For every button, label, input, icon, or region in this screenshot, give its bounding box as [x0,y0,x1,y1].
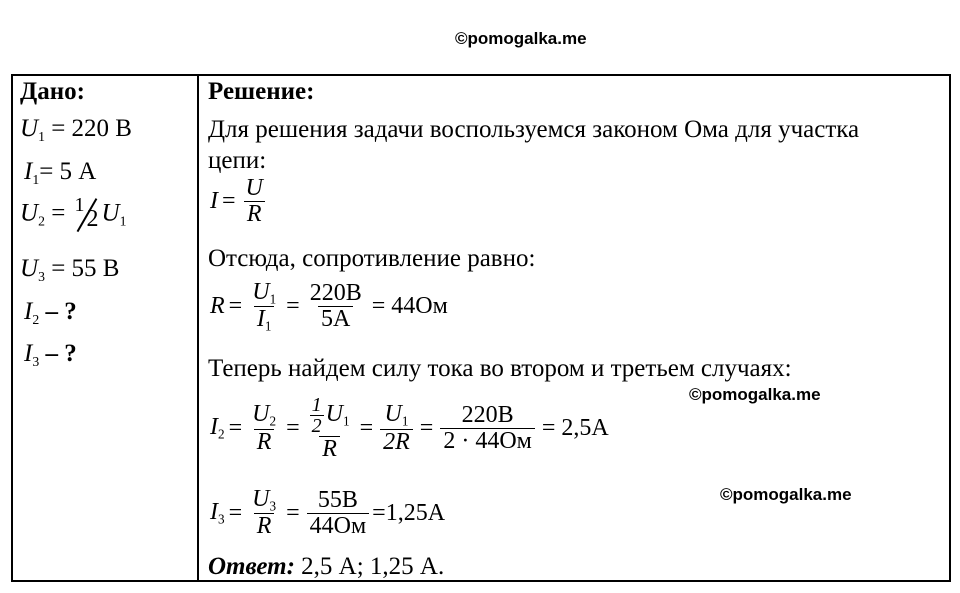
r-eq-1: = [228,293,243,320]
i2f-half-num: 1 [311,394,322,416]
i2f-f3-numerator [381,402,411,428]
half-fraction [72,194,102,232]
i3f-lhs [210,499,225,528]
i2f-f2-num-sub: 1 [342,413,350,429]
i1-symbol: I [24,158,33,185]
i2f-f1-num-sym: U [252,401,270,428]
given-u3 [20,255,119,285]
i2f-fraction-1 [249,402,279,455]
i3-symbol: I [24,340,33,367]
answer-line [208,553,444,581]
i2f-eq-3: = [359,415,374,442]
i3f-eq-2: = [286,499,300,526]
i1-sub: 1 [32,171,40,187]
i3f-f1-denominator: R [254,513,275,539]
u2-eq: = [51,199,66,227]
r-f1-den-sym: I [256,306,265,333]
r-f1-num-sym: U [252,279,270,305]
u2-rhs-sub: 1 [119,213,127,229]
answer-label: Ответ: [208,553,295,580]
i3f-result: =1,25А [372,499,446,526]
i2f-fraction-4 [440,403,535,454]
r-f1-num-sub: 1 [269,291,277,307]
r-fraction-1 [249,280,279,334]
u2-symbol: U [20,199,39,227]
given-header: Дано: [20,78,85,105]
r-eq-2: = [286,293,300,320]
i3f-eq-1: = [228,499,243,526]
i3f-f2-denominator: 44Ом [307,513,370,539]
ohm-lhs: I [210,188,218,215]
i3f-f1-num-sub: 3 [269,498,277,514]
i2f-half [310,395,324,436]
r-f1-numerator [249,280,279,306]
column-divider [197,74,199,582]
i2f-lhs-sub: 2 [218,426,225,442]
i2f-f2-num-sym: U [325,401,343,428]
r-f2-denominator: 5А [318,306,353,332]
i2f-f3-num-sub: 1 [401,413,409,429]
i2f-f4-denominator: 2 · 44Ом [440,428,535,454]
r-f1-denominator [254,306,275,333]
r-result: = 44Ом [371,293,448,320]
i2f-f3-num-sym: U [384,401,402,428]
i3f-f1-numerator [249,487,279,513]
i2f-half-den: 2 [311,415,322,437]
i3f-fraction-1 [249,487,279,540]
given-u1 [20,115,132,145]
i3f-lhs-sub: 3 [218,511,225,527]
i3-unknown: – ? [45,340,77,367]
i1-value: = 5 А [39,158,97,185]
given-i1 [24,158,96,188]
i2f-f1-numerator [249,402,279,428]
i2f-f1-denominator: R [254,429,275,455]
i2f-f2-denominator: R [319,436,340,462]
u3-sub: 3 [38,268,45,284]
r-f1-den-sub: 1 [264,319,272,335]
i3f-lhs-sym: I [210,499,218,526]
i2f-lhs-sym: I [210,414,218,441]
half-numerator: 1 [74,194,85,216]
i3-sub: 3 [32,353,40,369]
i2-symbol: I [24,298,33,325]
r-f2-numerator: 220В [309,280,362,307]
solution-header: Решение: [208,78,315,105]
watermark-top: ©pomogalka.me [455,29,587,48]
intro-line-1: Для решения задачи воспользуемся законом Ома для участка [208,116,860,143]
i2f-fraction-2 [307,395,353,462]
given-i2 [24,298,77,328]
i2f-f3-denominator: 2R [380,429,413,455]
i3-formula [210,487,445,540]
i2f-result: = 2,5А [541,415,609,442]
i2f-eq-1: = [228,415,243,442]
u1-symbol: U [20,115,39,142]
u1-sub: 1 [38,128,45,144]
i2-unknown: – ? [45,298,77,325]
ohm-denominator: R [244,201,265,227]
i2f-f2-numerator [307,395,353,436]
u2-rhs-symbol: U [101,199,120,227]
r-lhs: R [210,293,225,320]
i3f-fraction-2 [307,488,370,539]
i2f-f4-numerator: 220В [461,401,514,428]
answer-value: 2,5 А; 1,25 А. [301,553,445,580]
i2f-lhs [210,414,225,443]
given-u2 [20,194,127,232]
watermark-middle: ©pomogalka.me [689,385,821,404]
ohm-eq: = [222,188,236,215]
ohm-law-formula [210,176,269,227]
i2f-fraction-3 [380,402,413,455]
given-i3 [24,340,77,370]
watermark-bottom: ©pomogalka.me [720,485,852,504]
solution-table [11,74,951,582]
i3f-f2-numerator: 55В [317,486,358,513]
ohm-numerator: U [245,175,263,201]
i3f-f1-num-sym: U [252,486,270,512]
r-fraction-2 [307,281,365,332]
u1-value: = 220 В [51,115,132,142]
ohm-fraction [243,176,266,227]
u3-symbol: U [20,255,39,282]
i2-sub: 2 [32,311,40,327]
i2f-f1-num-sub: 2 [269,413,277,429]
u2-sub: 2 [38,213,45,229]
i2f-eq-4: = [419,415,434,442]
resistance-text: Отсюда, сопротивление равно: [208,245,536,272]
u3-value: = 55 В [51,255,120,282]
i2-formula [210,395,613,462]
i2f-eq-2: = [286,415,300,442]
resistance-formula [210,280,452,334]
half-denominator: 2 [86,206,99,232]
intro-line-2: цепи: [208,147,267,174]
current-text: Теперь найдем силу тока во втором и третьем случаях: [208,355,792,382]
